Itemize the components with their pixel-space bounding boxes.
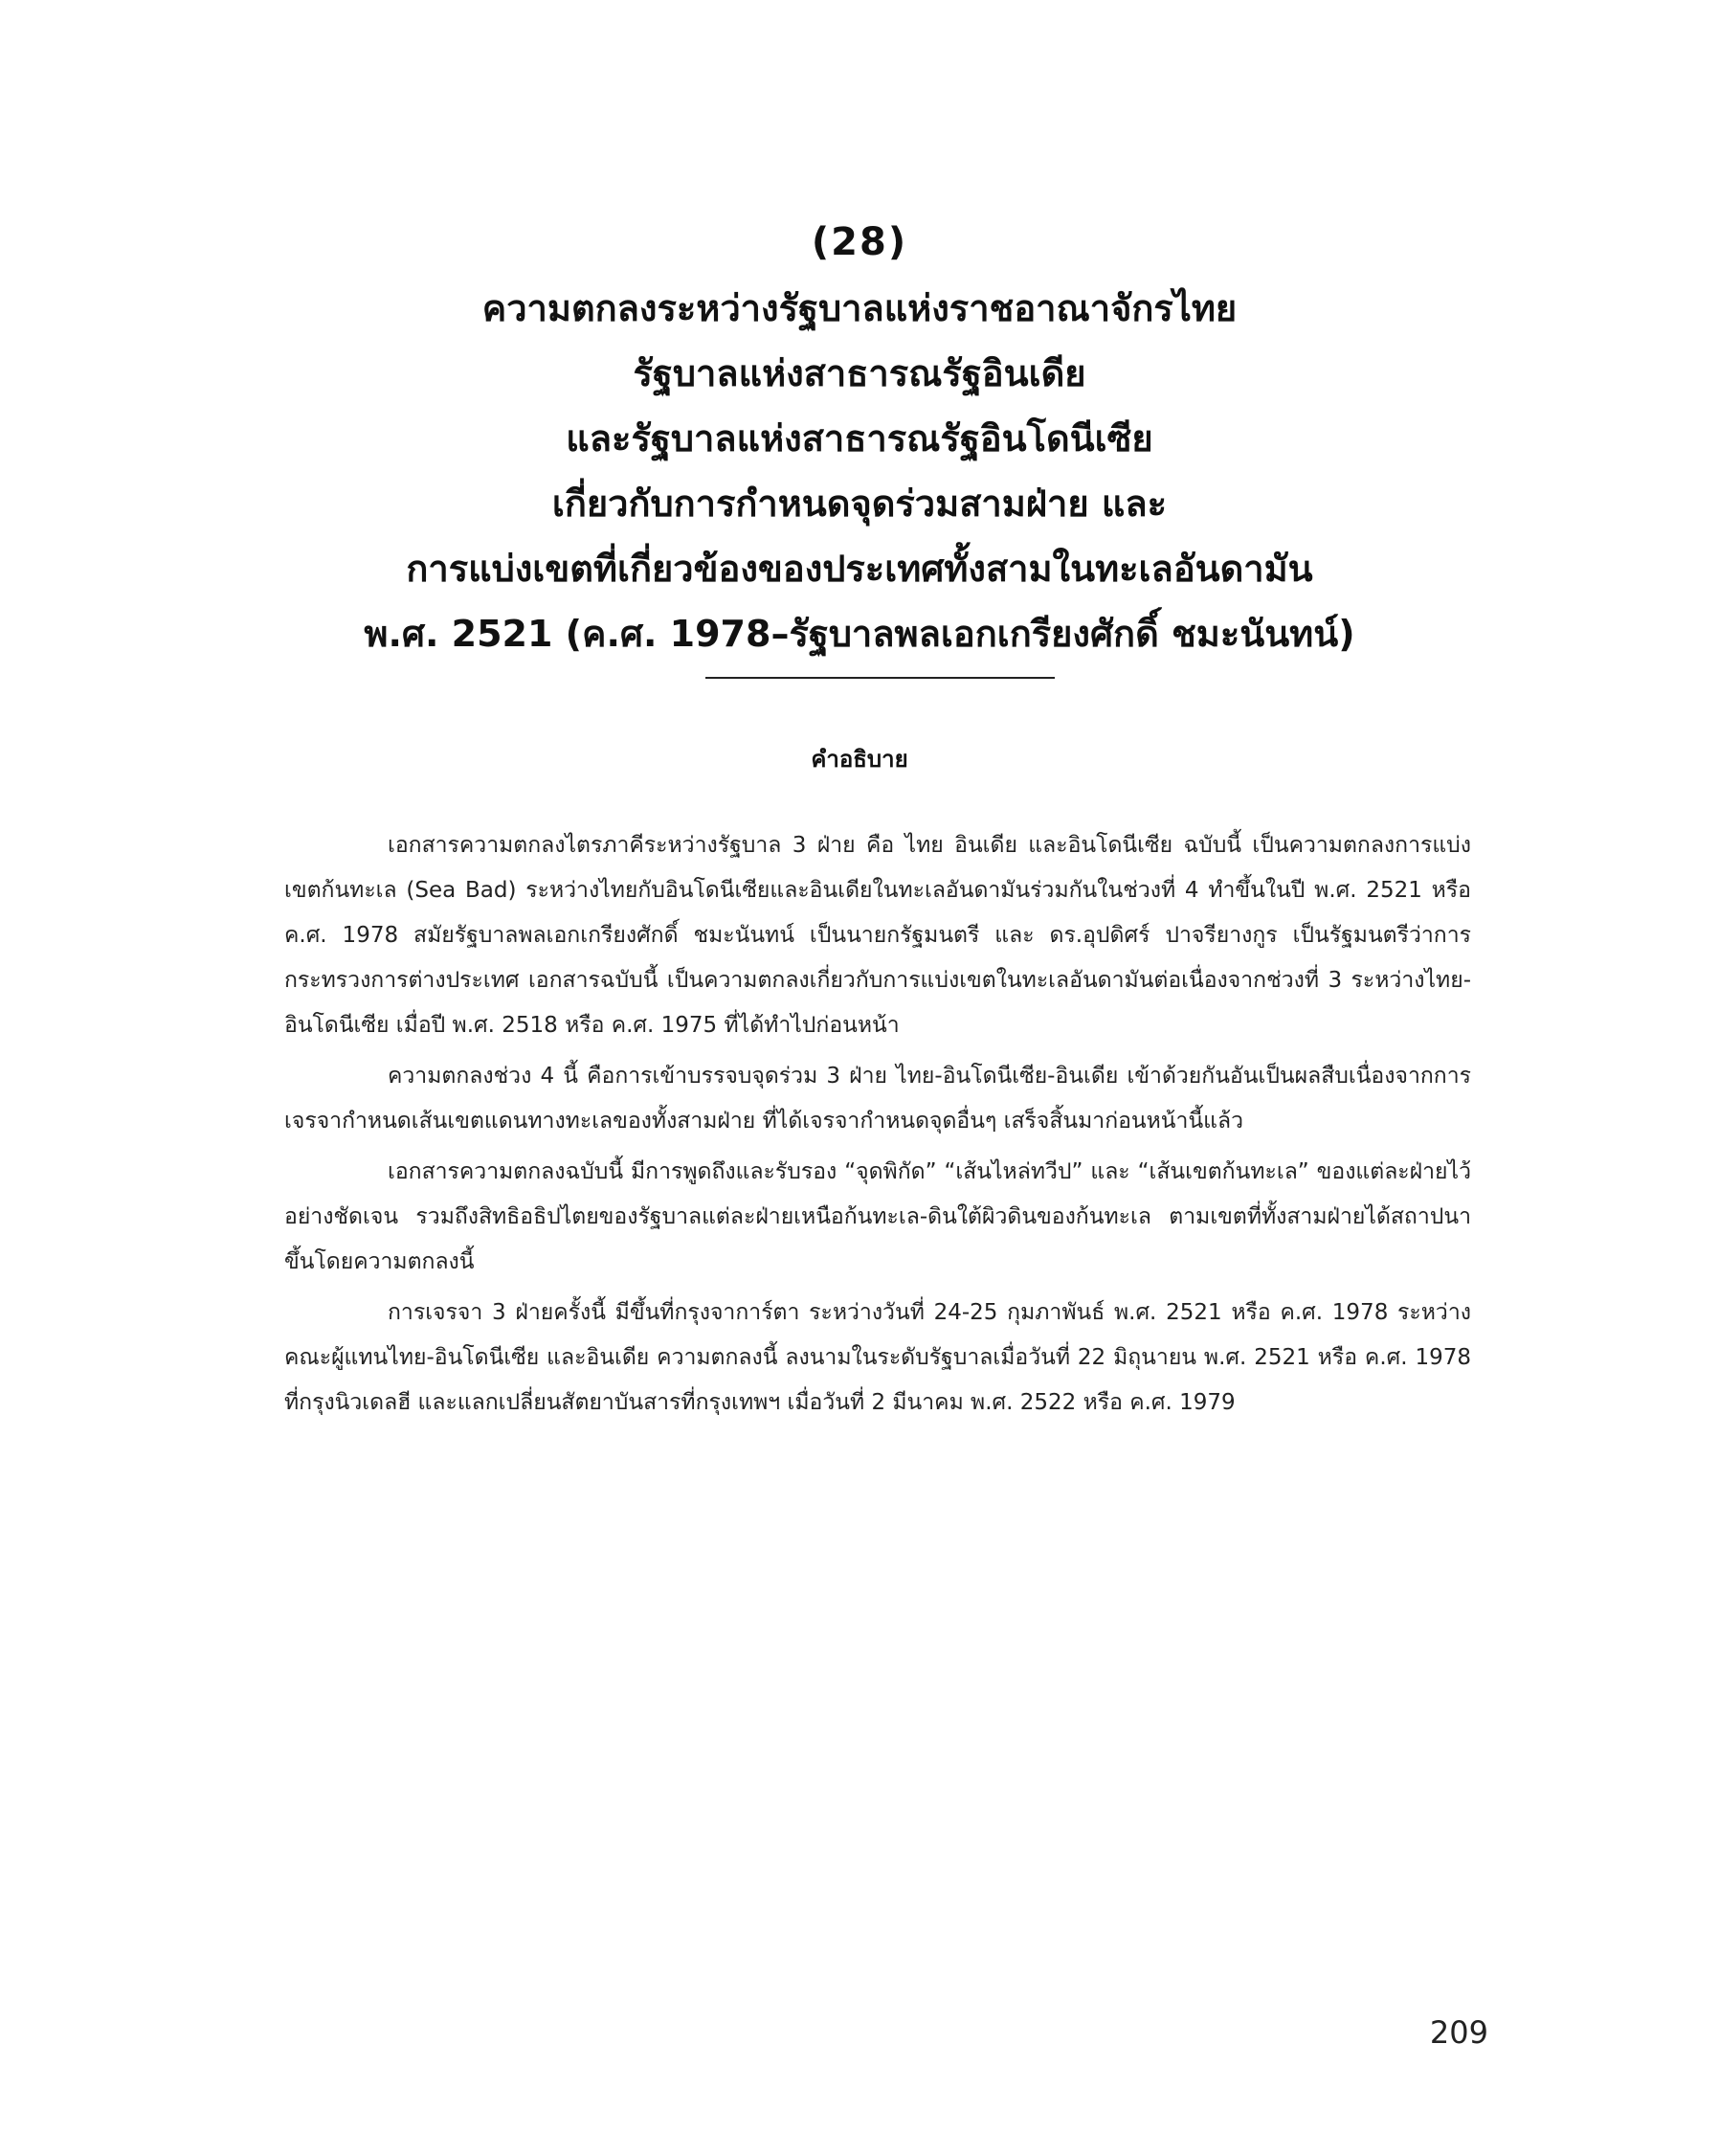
document-header — [191, 209, 1528, 666]
title-line-4: เกี่ยวกับการกำหนดจุดร่วมสามฝ่าย และ — [551, 483, 1168, 525]
paragraph-2: ความตกลงช่วง 4 นี้ คือการเข้าบรรจบจุดร่วม 3 ฝ่าย ไทย-อินโดนีเซีย-อินเดีย เข้าด้วยกันอันเป็นผลสืบเนื่องจากการเจรจากำหนดเส้นเขตแดนทางทะเลของทั้งสามฝ่าย ที่ได้เจรจากำหนดจุดอื่นๆ เสร็จสิ้นมาก่อนหน้านี้แล้ว — [284, 1064, 1471, 1134]
paragraph-3: เอกสารความตกลงฉบับนี้ มีการพูดถึงและรับรอง “จุดพิกัด” “เส้นไหล่ทวีป” และ “เส้นเขตก้นทะเล” ของแต่ละฝ่ายไว้อย่างชัดเจน รวมถึงสิทธิอธิปไตยของรัฐบาลแต่ละฝ่ายเหนือก้นทะเล-ดินใต้ผิวดินของก้นทะเล ตามเขตที่ทั้งสามฝ่ายได้สถาปนาขึ้นโดยความตกลงนี้ — [284, 1159, 1471, 1274]
body-text — [284, 823, 1471, 1431]
section-heading: คำอธิบาย — [811, 746, 908, 773]
title-line-1: ความตกลงระหว่างรัฐบาลแห่งราชอาณาจักรไทย — [481, 287, 1238, 329]
title-divider — [705, 677, 1055, 679]
paragraph-4: การเจรจา 3 ฝ่ายครั้งนี้ มีขึ้นที่กรุงจาการ์ตา ระหว่างวันที่ 24-25 กุมภาพันธ์ พ.ศ. 2521 หรือ ค.ศ. 1978 ระหว่างคณะผู้แทนไทย-อินโดนีเซีย และอินเดีย ความตกลงนี้ ลงนามในระดับรัฐบาลเมื่อวันที่ 22 มิถุนายน พ.ศ. 2521 หรือ ค.ศ. 1978 ที่กรุงนิวเดลฮี และแลกเปลี่ยนสัตยาบันสารที่กรุงเทพฯ เมื่อวันที่ 2 มีนาคม พ.ศ. 2522 หรือ ค.ศ. 1979 — [284, 1300, 1471, 1415]
page-number: 209 — [1429, 2014, 1488, 2051]
title-line-5: การแบ่งเขตที่เกี่ยวข้องของประเทศทั้งสามในทะเลอันดามัน — [406, 548, 1313, 590]
title-line-2: รัฐบาลแห่งสาธารณรัฐอินเดีย — [633, 352, 1086, 394]
chapter-number: (28) — [811, 220, 908, 264]
title-line-3: และรัฐบาลแห่งสาธารณรัฐอินโดนีเซีย — [566, 417, 1153, 460]
title-line-6: พ.ศ. 2521 (ค.ศ. 1978–รัฐบาลพลเอกเกรียงศักดิ์ ชมะนันทน์) — [364, 613, 1355, 655]
paragraph-1: เอกสารความตกลงไตรภาคีระหว่างรัฐบาล 3 ฝ่าย คือ ไทย อินเดีย และอินโดนีเซีย ฉบับนี้ เป็นความตกลงการแบ่งเขตก้นทะเล (Sea Bad) ระหว่างไทยกับอินโดนีเซียและอินเดียในทะเลอันดามันร่วมกันในช่วงที่ 4 ทำขึ้นในปี พ.ศ. 2521 หรือ ค.ศ. 1978 สมัยรัฐบาลพลเอกเกรียงศักดิ์ ชมะนันทน์ เป็นนายกรัฐมนตรี และ ดร.อุปดิศร์ ปาจรียางกูร เป็นรัฐมนตรีว่าการกระทรวงการต่างประเทศ เอกสารฉบับนี้ เป็นความตกลงเกี่ยวกับการแบ่งเขตในทะเลอันดามันต่อเนื่องจากช่วงที่ 3 ระหว่างไทย-อินโดนีเซีย เมื่อปี พ.ศ. 2518 หรือ ค.ศ. 1975 ที่ได้ทำไปก่อนหน้า — [284, 833, 1471, 1038]
